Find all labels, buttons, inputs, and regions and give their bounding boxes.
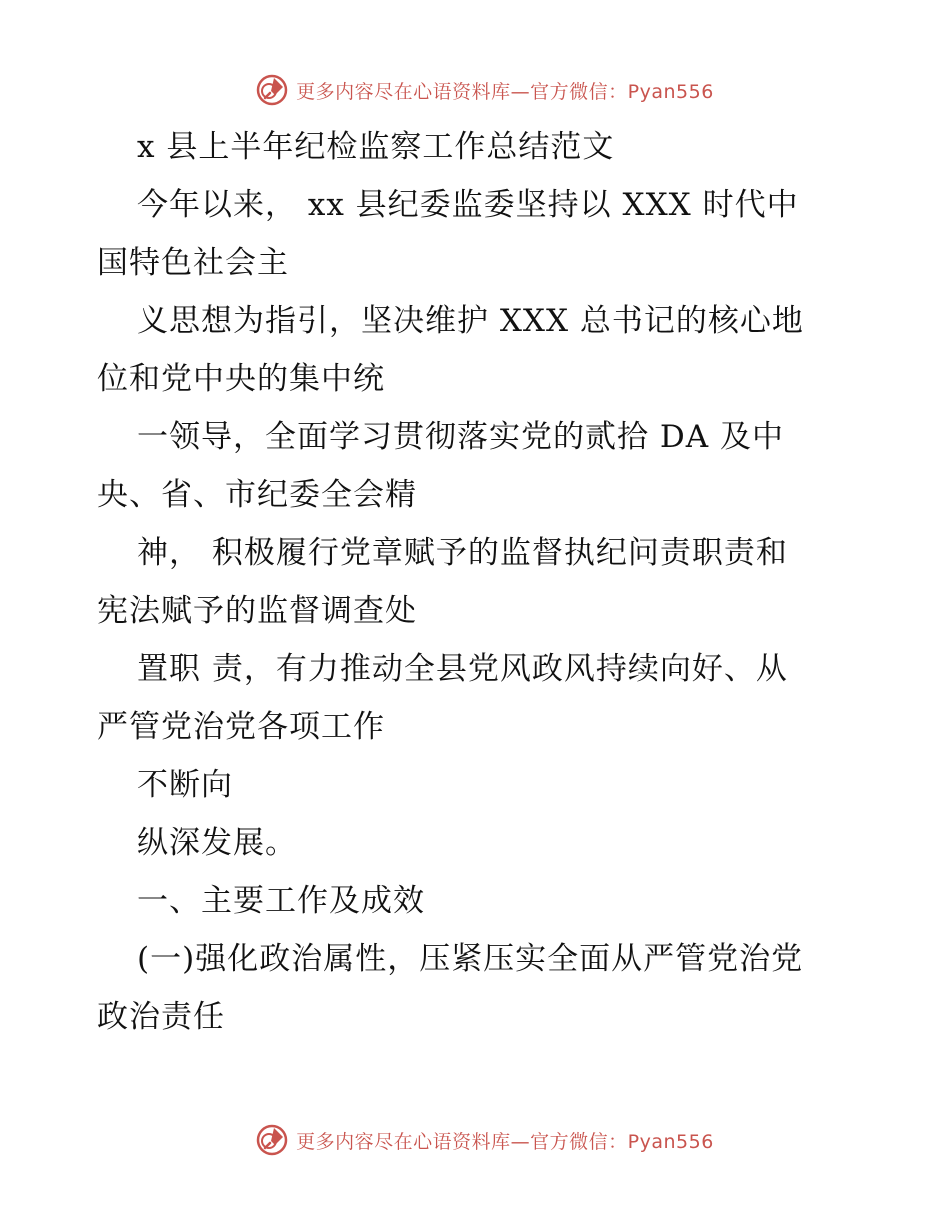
header-watermark — [0, 70, 950, 110]
document-body — [97, 118, 857, 1046]
paragraph-line: 今年以来， xx 县纪委监委坚持以 XXX 时代中 — [137, 187, 799, 223]
paragraph-line: 神， 积极履行党章赋予的监督执纪问责职责和 — [137, 535, 788, 571]
watermark-text: 更多内容尽在心语资料库—官方微信：Pyan556 — [296, 1130, 714, 1153]
paragraph-line: 央、省、市纪委全会精 — [97, 477, 417, 513]
footer-watermark — [0, 1120, 950, 1160]
brand-logo-icon — [256, 74, 288, 106]
paragraph-line: 严管党治党各项工作 — [97, 709, 385, 745]
paragraph-line: 位和党中央的集中统 — [97, 361, 385, 397]
brand-logo-icon — [256, 1124, 288, 1156]
watermark-text: 更多内容尽在心语资料库—官方微信：Pyan556 — [296, 80, 714, 103]
paragraph-line: 义思想为指引，坚决维护 XXX 总书记的核心地 — [137, 303, 804, 339]
watermark-group — [256, 74, 714, 106]
paragraph-line: 宪法赋予的监督调查处 — [97, 593, 417, 629]
subsection-heading: (一)强化政治属性，压紧压实全面从严管党治党 — [137, 941, 804, 977]
document-title: x 县上半年纪检监察工作总结范文 — [137, 129, 615, 165]
paragraph-line: 纵深发展。 — [137, 825, 297, 861]
watermark-group — [256, 1124, 714, 1156]
paragraph-line: 国特色社会主 — [97, 245, 289, 281]
paragraph-line: 不断向 — [137, 767, 233, 803]
paragraph-line: 置职 责，有力推动全县党风政风持续向好、从 — [137, 651, 788, 687]
paragraph-line: 一领导，全面学习贯彻落实党的贰拾 DA 及中 — [137, 419, 784, 455]
section-heading: 一、主要工作及成效 — [137, 883, 425, 919]
subsection-heading-continued: 政治责任 — [97, 999, 225, 1035]
